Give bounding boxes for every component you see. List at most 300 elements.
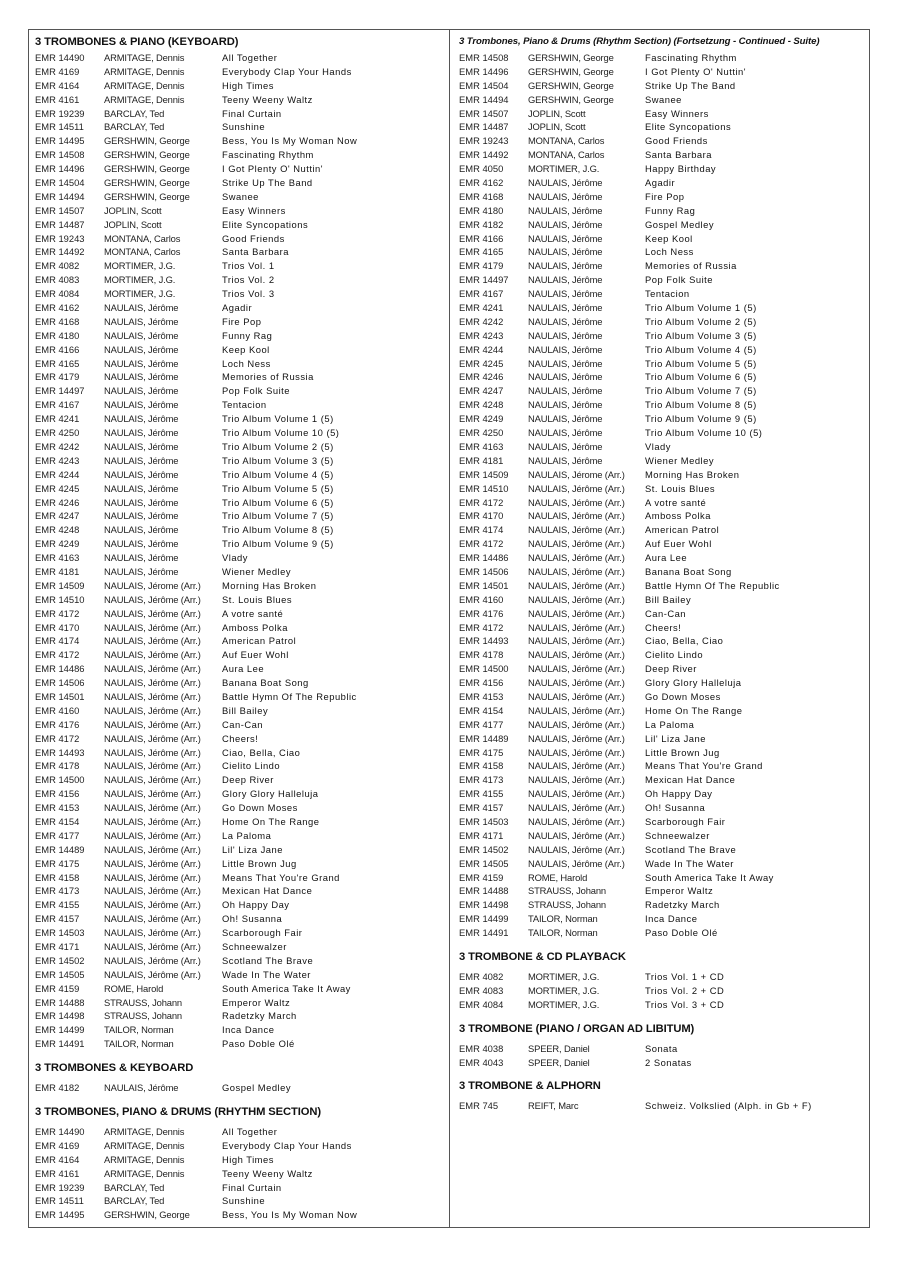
- catalog-entry: [35, 912, 445, 926]
- composer-name: NAULAIS, Jérôme: [528, 440, 603, 452]
- composer-name: NAULAIS, Jérôme (Arr.): [528, 774, 625, 786]
- piece-title: Mexican Hat Dance: [222, 885, 313, 897]
- section-title: 3 TROMBONE & CD PLAYBACK: [459, 951, 626, 963]
- composer-name: NAULAIS, Jérôme: [104, 399, 179, 411]
- catalog-entry: [459, 287, 867, 301]
- catalog-code: EMR 14508: [459, 52, 509, 63]
- catalog-code: EMR 4156: [459, 677, 504, 689]
- catalog-entry: [459, 301, 867, 315]
- composer-name: REIFT, Marc: [528, 1100, 579, 1112]
- piece-title: Trio Album Volume 8 (5): [645, 399, 757, 411]
- piece-title: Aura Lee: [222, 663, 265, 675]
- catalog-code: EMR 4038: [459, 1042, 504, 1054]
- catalog-entry: [459, 454, 867, 468]
- catalog-code: EMR 4244: [459, 343, 504, 355]
- composer-name: BARCLAY, Ted: [104, 1195, 165, 1207]
- catalog-code: EMR 4168: [459, 190, 504, 202]
- composer-name: NAULAIS, Jérôme (Arr.): [528, 677, 625, 689]
- piece-title: Bess, You Is My Woman Now: [222, 135, 358, 147]
- catalog-entry: [35, 1125, 445, 1139]
- piece-title: All Together: [222, 1126, 278, 1138]
- piece-title: Trio Album Volume 4 (5): [222, 468, 334, 480]
- piece-title: Glory Glory Halleluja: [645, 677, 742, 689]
- composer-name: NAULAIS, Jérôme (Arr.): [528, 538, 625, 550]
- catalog-code: EMR 4172: [459, 496, 504, 508]
- piece-title: A votre santé: [645, 496, 707, 508]
- composer-name: ARMITAGE, Dennis: [104, 65, 185, 77]
- catalog-entry: [459, 970, 867, 984]
- piece-title: Sonata: [645, 1042, 678, 1054]
- catalog-code: EMR 4248: [459, 399, 504, 411]
- piece-title: I Got Plenty O' Nuttin': [222, 163, 324, 175]
- piece-title: All Together: [222, 52, 278, 63]
- catalog-entry: [459, 773, 867, 787]
- catalog-entry: [35, 93, 445, 107]
- piece-title: Trios Vol. 3 + CD: [645, 998, 725, 1010]
- catalog-code: EMR 4241: [35, 413, 80, 425]
- catalog-code: EMR 4154: [35, 815, 80, 827]
- catalog-entry: [35, 690, 445, 704]
- composer-name: NAULAIS, Jérôme: [104, 427, 179, 439]
- piece-title: Scotland The Brave: [222, 954, 314, 966]
- piece-title: Fire Pop: [645, 190, 685, 202]
- composer-name: NAULAIS, Jérôme: [528, 454, 603, 466]
- catalog-entry: [459, 398, 867, 412]
- composer-name: NAULAIS, Jérôme (Arr.): [528, 704, 625, 716]
- catalog-entry: [35, 1153, 445, 1167]
- piece-title: Deep River: [222, 774, 274, 786]
- composer-name: ARMITAGE, Dennis: [104, 52, 185, 63]
- catalog-entry: [459, 884, 867, 898]
- composer-name: NAULAIS, Jérôme: [528, 385, 603, 397]
- catalog-code: EMR 4156: [35, 788, 80, 800]
- composer-name: MORTIMER, J.G.: [104, 288, 176, 300]
- catalog-entry: [459, 815, 867, 829]
- composer-name: NAULAIS, Jérôme (Arr.): [528, 843, 625, 855]
- composer-name: NAULAIS, Jérôme: [104, 565, 179, 577]
- composer-name: JOPLIN, Scott: [528, 121, 586, 133]
- piece-title: Little Brown Jug: [645, 746, 720, 758]
- catalog-code: EMR 14497: [35, 385, 85, 397]
- composer-name: NAULAIS, Jérôme (Arr.): [528, 524, 625, 536]
- piece-title: Oh! Susanna: [222, 913, 283, 925]
- catalog-code: EMR 4165: [459, 246, 504, 258]
- piece-title: Fascinating Rhythm: [222, 149, 314, 161]
- catalog-code: EMR 14496: [35, 163, 85, 175]
- piece-title: Final Curtain: [222, 1181, 282, 1193]
- catalog-code: EMR 4169: [35, 1139, 80, 1151]
- catalog-entry: [459, 357, 867, 371]
- piece-title: Ciao, Bella, Ciao: [222, 746, 301, 758]
- catalog-code: EMR 4250: [35, 427, 80, 439]
- catalog-code: EMR 4169: [35, 65, 80, 77]
- catalog-code: EMR 4158: [459, 760, 504, 772]
- piece-title: Cielito Lindo: [645, 649, 704, 661]
- piece-title: Agadir: [645, 177, 676, 189]
- catalog-code: EMR 4176: [35, 718, 80, 730]
- piece-title: Swanee: [222, 190, 259, 202]
- catalog-entry: [459, 204, 867, 218]
- catalog-entry: [459, 801, 867, 815]
- piece-title: Schneewalzer: [645, 829, 710, 841]
- catalog-code: EMR 4182: [35, 1082, 80, 1094]
- composer-name: NAULAIS, Jérôme (Arr.): [528, 607, 625, 619]
- piece-title: Emperor Waltz: [645, 885, 714, 897]
- composer-name: NAULAIS, Jérôme (Arr.): [528, 802, 625, 814]
- section-title: 3 TROMBONE (PIANO / ORGAN AD LIBITUM): [459, 1022, 695, 1035]
- composer-name: NAULAIS, Jérôme: [104, 468, 179, 480]
- entry-list: [459, 51, 867, 940]
- catalog-entry: [35, 815, 445, 829]
- catalog-entry: [459, 732, 867, 746]
- composer-name: NAULAIS, Jérôme (Arr.): [104, 690, 201, 702]
- catalog-code: EMR 14495: [35, 135, 85, 147]
- piece-title: American Patrol: [222, 635, 297, 647]
- piece-title: Happy Birthday: [645, 163, 717, 175]
- piece-title: Easy Winners: [222, 204, 286, 216]
- piece-title: Morning Has Broken: [222, 579, 317, 591]
- composer-name: ARMITAGE, Dennis: [104, 1126, 185, 1138]
- catalog-section: [35, 1105, 445, 1222]
- composer-name: ROME, Harold: [528, 871, 588, 883]
- piece-title: Cheers!: [222, 732, 259, 744]
- composer-name: GERSHWIN, George: [104, 135, 190, 147]
- catalog-entry: [35, 551, 445, 565]
- composer-name: NAULAIS, Jérôme: [104, 413, 179, 425]
- piece-title: Loch Ness: [645, 246, 694, 258]
- piece-title: Trios Vol. 1: [222, 260, 275, 272]
- catalog-entry: [459, 676, 867, 690]
- catalog-entry: [459, 829, 867, 843]
- catalog-entry: [35, 468, 445, 482]
- catalog-code: EMR 14510: [35, 593, 85, 605]
- catalog-code: EMR 4172: [459, 538, 504, 550]
- catalog-entry: [459, 384, 867, 398]
- composer-name: JOPLIN, Scott: [104, 204, 162, 216]
- catalog-entry: [459, 176, 867, 190]
- composer-name: NAULAIS, Jérôme (Arr.): [528, 552, 625, 564]
- piece-title: Wade In The Water: [645, 857, 734, 869]
- piece-title: South America Take It Away: [645, 871, 774, 883]
- composer-name: NAULAIS, Jérôme (Arr.): [528, 510, 625, 522]
- catalog-code: EMR 14502: [459, 843, 509, 855]
- catalog-section: [459, 1022, 867, 1070]
- catalog-entry: [459, 343, 867, 357]
- piece-title: Tentacion: [222, 399, 267, 411]
- catalog-entry: [35, 204, 445, 218]
- composer-name: NAULAIS, Jérôme (Arr.): [104, 704, 201, 716]
- catalog-entry: [459, 329, 867, 343]
- piece-title: Trio Album Volume 1 (5): [222, 413, 334, 425]
- catalog-code: EMR 4179: [35, 371, 80, 383]
- piece-title: Scotland The Brave: [645, 843, 737, 855]
- catalog-entry: [459, 162, 867, 176]
- catalog-code: EMR 14493: [459, 635, 509, 647]
- catalog-entry: [35, 940, 445, 954]
- catalog-entry: [35, 440, 445, 454]
- composer-name: NAULAIS, Jérôme: [528, 371, 603, 383]
- composer-name: GERSHWIN, George: [528, 65, 614, 77]
- composer-name: NAULAIS, Jérome (Arr.): [104, 579, 201, 591]
- catalog-entry: [35, 384, 445, 398]
- catalog-entry: [459, 79, 867, 93]
- composer-name: NAULAIS, Jérôme (Arr.): [528, 746, 625, 758]
- catalog-code: EMR 4176: [459, 607, 504, 619]
- piece-title: Agadir: [222, 302, 253, 314]
- piece-title: Battle Hymn Of The Republic: [222, 690, 357, 702]
- piece-title: Go Down Moses: [222, 802, 298, 814]
- piece-title: High Times: [222, 1153, 274, 1165]
- catalog-entry: [35, 273, 445, 287]
- catalog-code: EMR 4244: [35, 468, 80, 480]
- catalog-entry: [35, 259, 445, 273]
- catalog-entry: [35, 954, 445, 968]
- catalog-code: EMR 4084: [35, 288, 80, 300]
- piece-title: Everybody Clap Your Hands: [222, 65, 352, 77]
- composer-name: NAULAIS, Jérôme (Arr.): [104, 593, 201, 605]
- composer-name: MONTANA, Carlos: [528, 135, 605, 147]
- piece-title: Sunshine: [222, 1195, 266, 1207]
- piece-title: Cheers!: [645, 621, 682, 633]
- composer-name: ARMITAGE, Dennis: [104, 1139, 185, 1151]
- catalog-code: EMR 4250: [459, 427, 504, 439]
- catalog-entry: [459, 704, 867, 718]
- catalog-entry: [35, 593, 445, 607]
- composer-name: NAULAIS, Jérôme (Arr.): [104, 815, 201, 827]
- composer-name: MONTANA, Carlos: [104, 232, 181, 244]
- composer-name: NAULAIS, Jérôme: [104, 496, 179, 508]
- catalog-entry: [35, 621, 445, 635]
- composer-name: NAULAIS, Jérôme (Arr.): [104, 829, 201, 841]
- composer-name: NAULAIS, Jérôme: [104, 440, 179, 452]
- piece-title: Trios Vol. 3: [222, 288, 275, 300]
- entry-list: [459, 970, 867, 1012]
- piece-title: Funny Rag: [222, 329, 273, 341]
- catalog-entry: [459, 690, 867, 704]
- catalog-entry: [459, 120, 867, 134]
- catalog-code: EMR 14492: [459, 149, 509, 161]
- piece-title: Cielito Lindo: [222, 760, 281, 772]
- section-title: 3 TROMBONES, PIANO & DRUMS (RHYTHM SECTION): [35, 1106, 321, 1119]
- piece-title: Trio Album Volume 5 (5): [222, 482, 334, 494]
- catalog-code: EMR 14493: [35, 746, 85, 758]
- catalog-code: EMR 4245: [459, 357, 504, 369]
- composer-name: JOPLIN, Scott: [104, 218, 162, 230]
- piece-title: Trio Album Volume 7 (5): [645, 385, 757, 397]
- catalog-code: EMR 4171: [35, 941, 80, 952]
- catalog-code: EMR 4246: [459, 371, 504, 383]
- piece-title: Vlady: [222, 552, 248, 564]
- catalog-code: EMR 14487: [459, 121, 509, 133]
- piece-title: Inca Dance: [645, 913, 698, 925]
- catalog-code: EMR 4083: [35, 274, 80, 286]
- composer-name: NAULAIS, Jérôme (Arr.): [528, 593, 625, 605]
- catalog-code: EMR 4165: [35, 357, 80, 369]
- section-title: 3 TROMBONE & ALPHORN: [459, 1080, 601, 1093]
- piece-title: Wiener Medley: [222, 565, 292, 577]
- catalog-code: EMR 14491: [459, 927, 509, 939]
- composer-name: NAULAIS, Jérôme: [104, 524, 179, 536]
- composer-name: NAULAIS, Jérôme: [528, 315, 603, 327]
- catalog-code: EMR 14502: [35, 954, 85, 966]
- catalog-code: EMR 14506: [35, 677, 85, 689]
- left-column: [35, 35, 445, 1222]
- composer-name: NAULAIS, Jérôme: [528, 246, 603, 258]
- piece-title: St. Louis Blues: [645, 482, 716, 494]
- composer-name: TAILOR, Norman: [104, 1038, 174, 1050]
- catalog-entry: [459, 523, 867, 537]
- composer-name: ARMITAGE, Dennis: [104, 93, 185, 105]
- catalog-code: EMR 14501: [459, 579, 509, 591]
- catalog-entry: [35, 746, 445, 760]
- catalog-entry: [35, 107, 445, 121]
- composer-name: NAULAIS, Jérôme: [528, 413, 603, 425]
- catalog-section: [35, 1061, 445, 1095]
- piece-title: Auf Euer Wohl: [222, 649, 289, 661]
- catalog-entry: [459, 468, 867, 482]
- piece-title: Aura Lee: [645, 552, 688, 564]
- piece-title: Scarborough Fair: [645, 815, 726, 827]
- catalog-code: EMR 14510: [459, 482, 509, 494]
- piece-title: Banana Boat Song: [645, 565, 732, 577]
- catalog-entry: [35, 843, 445, 857]
- piece-title: Amboss Polka: [645, 510, 711, 522]
- composer-name: NAULAIS, Jérôme (Arr.): [528, 690, 625, 702]
- composer-name: NAULAIS, Jérôme: [104, 302, 179, 314]
- catalog-entry: [459, 273, 867, 287]
- composer-name: NAULAIS, Jérôme (Arr.): [104, 718, 201, 730]
- piece-title: Schweiz. Volkslied (Alph. in Gb + F): [645, 1100, 812, 1112]
- piece-title: Vlady: [645, 440, 671, 452]
- catalog-code: EMR 4164: [35, 79, 80, 91]
- entry-list: [459, 1042, 867, 1070]
- catalog-entry: [35, 898, 445, 912]
- piece-title: La Paloma: [645, 718, 695, 730]
- composer-name: TAILOR, Norman: [528, 927, 598, 939]
- catalog-code: EMR 4170: [459, 510, 504, 522]
- catalog-entry: [35, 343, 445, 357]
- composer-name: NAULAIS, Jérôme (Arr.): [528, 482, 625, 494]
- piece-title: Trio Album Volume 9 (5): [645, 413, 757, 425]
- piece-title: Lil' Liza Jane: [222, 843, 283, 855]
- composer-name: TAILOR, Norman: [528, 913, 598, 925]
- composer-name: NAULAIS, Jérôme: [104, 371, 179, 383]
- catalog-code: EMR 4162: [459, 177, 504, 189]
- composer-name: NAULAIS, Jérôme (Arr.): [528, 788, 625, 800]
- piece-title: Trio Album Volume 10 (5): [222, 427, 340, 439]
- composer-name: NAULAIS, Jérôme: [528, 343, 603, 355]
- catalog-code: EMR 4163: [459, 440, 504, 452]
- piece-title: Means That You're Grand: [222, 871, 340, 883]
- piece-title: Santa Barbara: [222, 246, 289, 258]
- composer-name: NAULAIS, Jérôme: [528, 357, 603, 369]
- composer-name: MORTIMER, J.G.: [528, 971, 600, 982]
- composer-name: NAULAIS, Jérôme: [528, 288, 603, 300]
- catalog-code: EMR 4173: [459, 774, 504, 786]
- catalog-entry: [459, 998, 867, 1012]
- catalog-code: EMR 14490: [35, 52, 85, 63]
- piece-title: Can-Can: [645, 607, 687, 619]
- catalog-code: EMR 4167: [459, 288, 504, 300]
- catalog-code: EMR 14498: [459, 899, 509, 911]
- catalog-entry: [35, 537, 445, 551]
- catalog-code: EMR 14499: [459, 913, 509, 925]
- catalog-entry: [459, 787, 867, 801]
- piece-title: Ciao, Bella, Ciao: [645, 635, 724, 647]
- composer-name: NAULAIS, Jérôme: [104, 385, 179, 397]
- catalog-entry: [459, 718, 867, 732]
- catalog-entry: [35, 79, 445, 93]
- composer-name: NAULAIS, Jérôme (Arr.): [528, 579, 625, 591]
- composer-name: NAULAIS, Jérôme (Arr.): [528, 718, 625, 730]
- piece-title: Trio Album Volume 10 (5): [645, 427, 763, 439]
- catalog-entry: [459, 621, 867, 635]
- catalog-code: EMR 4174: [35, 635, 80, 647]
- catalog-code: EMR 4154: [459, 704, 504, 716]
- piece-title: Easy Winners: [645, 107, 709, 119]
- catalog-code: EMR 14490: [35, 1126, 85, 1138]
- composer-name: NAULAIS, Jérôme: [104, 1082, 179, 1094]
- catalog-code: EMR 19243: [35, 232, 85, 244]
- catalog-code: EMR 14500: [35, 774, 85, 786]
- catalog-entry: [35, 148, 445, 162]
- catalog-code: EMR 14509: [459, 468, 509, 480]
- composer-name: ROME, Harold: [104, 982, 164, 994]
- catalog-entry: [35, 315, 445, 329]
- catalog-entry: [35, 1009, 445, 1023]
- piece-title: Oh! Susanna: [645, 802, 706, 814]
- catalog-entry: [459, 579, 867, 593]
- composer-name: MORTIMER, J.G.: [104, 274, 176, 286]
- composer-name: NAULAIS, Jérôme: [104, 482, 179, 494]
- composer-name: MORTIMER, J.G.: [528, 163, 600, 175]
- composer-name: NAULAIS, Jérôme (Arr.): [104, 760, 201, 772]
- catalog-code: EMR 4172: [35, 732, 80, 744]
- catalog-code: EMR 14487: [35, 218, 85, 230]
- composer-name: NAULAIS, Jérôme: [528, 260, 603, 272]
- catalog-code: EMR 745: [459, 1100, 499, 1112]
- catalog-entry: [35, 287, 445, 301]
- composer-name: NAULAIS, Jérôme (Arr.): [528, 649, 625, 661]
- catalog-code: EMR 4168: [35, 315, 80, 327]
- composer-name: MONTANA, Carlos: [104, 246, 181, 258]
- composer-name: NAULAIS, Jérôme (Arr.): [104, 843, 201, 855]
- composer-name: MORTIMER, J.G.: [104, 260, 176, 272]
- catalog-code: EMR 14495: [35, 1209, 85, 1221]
- piece-title: South America Take It Away: [222, 982, 351, 994]
- piece-title: Oh Happy Day: [645, 788, 713, 800]
- piece-title: High Times: [222, 79, 274, 91]
- catalog-entry: [459, 634, 867, 648]
- catalog-code: EMR 14505: [35, 968, 85, 980]
- catalog-code: EMR 4243: [35, 454, 80, 466]
- catalog-code: EMR 4247: [35, 510, 80, 522]
- catalog-code: EMR 14486: [459, 552, 509, 564]
- catalog-code: EMR 4159: [459, 871, 504, 883]
- piece-title: Trio Album Volume 2 (5): [645, 315, 757, 327]
- composer-name: GERSHWIN, George: [104, 177, 190, 189]
- composer-name: ARMITAGE, Dennis: [104, 1167, 185, 1179]
- piece-title: Trio Album Volume 5 (5): [645, 357, 757, 369]
- piece-title: Trios Vol. 1 + CD: [645, 971, 725, 982]
- catalog-entry: [35, 676, 445, 690]
- piece-title: Trio Album Volume 4 (5): [645, 343, 757, 355]
- piece-title: Morning Has Broken: [645, 468, 740, 480]
- composer-name: NAULAIS, Jérôme (Arr.): [104, 635, 201, 647]
- piece-title: Bill Bailey: [645, 593, 692, 605]
- catalog-entry: [459, 245, 867, 259]
- catalog-entry: [459, 51, 867, 65]
